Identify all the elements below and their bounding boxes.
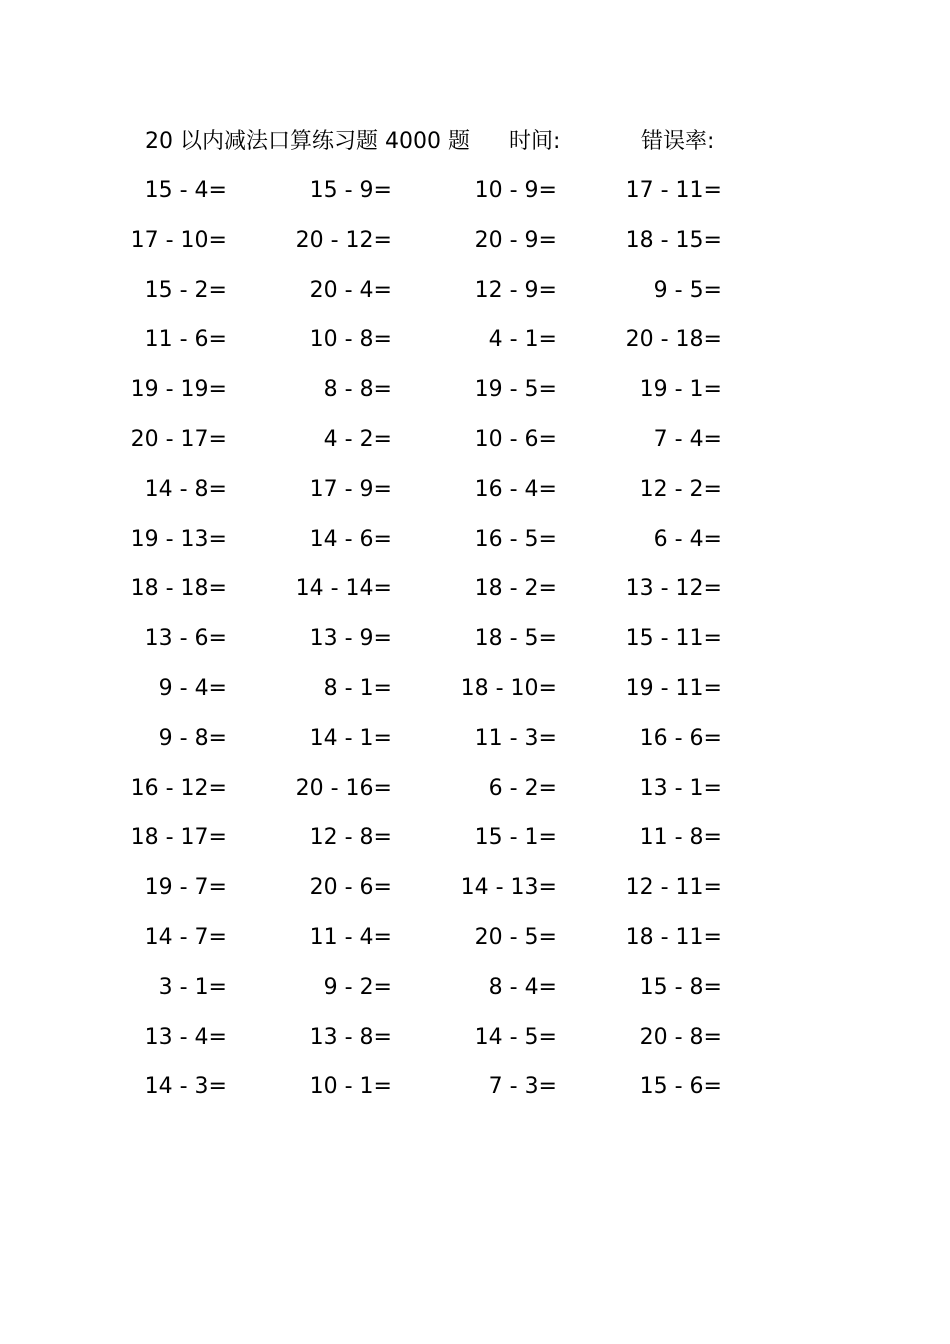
subtraction-problem: 17 - 11= [625,178,722,203]
problem-cell [305,465,470,515]
problem-cell [140,465,305,515]
subtraction-problem: 20 - 6= [309,875,392,901]
problem-cell [130,813,305,863]
problem-row [130,515,800,565]
problem-cell [470,913,635,963]
problem-cell [460,863,635,913]
subtraction-problem: 13 - 12= [625,576,722,602]
subtraction-problem: 7 - 3= [488,1074,557,1100]
problem-cell [140,664,305,714]
problem-cell [305,863,470,913]
problem-cell [140,1013,305,1063]
problem-cell [295,564,470,614]
subtraction-problem: 20 - 18= [625,327,722,353]
problem-cell [140,714,305,764]
subtraction-problem: 15 - 6= [639,1074,722,1100]
problem-cell [295,216,470,266]
problem-cell [140,266,305,316]
problem-cell [130,515,305,565]
subtraction-problem: 17 - 9= [309,476,392,502]
subtraction-problem: 9 - 5= [653,277,722,303]
problem-cell [635,515,800,565]
subtraction-problem: 20 - 9= [474,227,557,253]
subtraction-problem: 19 - 19= [130,377,227,403]
problem-cell [470,963,635,1013]
problem-cell [470,764,635,814]
problem-cell [305,1013,470,1063]
problem-cell [470,415,635,465]
problem-cell [625,166,800,216]
problem-cell [140,913,305,963]
problem-cell [625,913,800,963]
subtraction-problem: 18 - 11= [625,924,722,950]
problem-cell [625,863,800,913]
problem-cell [305,714,470,764]
problem-row [140,863,800,913]
subtraction-problem: 12 - 8= [309,825,392,851]
subtraction-problem: 18 - 15= [625,227,722,253]
subtraction-problem: 6 - 2= [488,775,557,801]
subtraction-problem: 14 - 8= [144,476,227,502]
problem-row [140,714,800,764]
subtraction-problem: 14 - 13= [460,875,557,901]
subtraction-problem: 4 - 2= [323,426,392,452]
error-rate-label: 错误率: [641,129,715,154]
problem-cell [470,1013,635,1063]
subtraction-problem: 20 - 16= [295,775,392,801]
subtraction-problem: 9 - 8= [158,725,227,751]
problem-cell [470,515,635,565]
subtraction-problem: 20 - 17= [130,426,227,452]
subtraction-problem: 3 - 1= [158,974,227,1000]
subtraction-problem: 12 - 9= [474,277,557,303]
subtraction-problem: 13 - 9= [309,626,392,652]
subtraction-problem: 12 - 11= [625,875,722,901]
problem-cell [140,166,305,216]
problem-cell [140,863,305,913]
problem-cell [130,415,305,465]
problem-row [140,664,800,714]
problem-cell [635,764,800,814]
problem-cell [305,813,470,863]
problem-cell [140,963,305,1013]
subtraction-problem: 14 - 6= [309,526,392,552]
subtraction-problem: 9 - 2= [323,974,392,1000]
subtraction-problem: 18 - 5= [474,626,557,652]
subtraction-problem: 16 - 12= [130,775,227,801]
problem-cell [635,465,800,515]
subtraction-problem: 15 - 4= [144,178,227,203]
subtraction-problem: 15 - 8= [639,974,722,1000]
problem-cell [635,365,800,415]
subtraction-problem: 19 - 13= [130,526,227,552]
subtraction-problem: 12 - 2= [639,476,722,502]
problem-cell [470,465,635,515]
subtraction-problem: 16 - 5= [474,526,557,552]
problem-cell [470,166,635,216]
subtraction-problem: 10 - 8= [309,327,392,353]
problem-cell [140,1062,305,1112]
subtraction-problem: 19 - 5= [474,377,557,403]
subtraction-problem: 11 - 8= [639,825,722,851]
problem-cell [295,764,470,814]
subtraction-problem: 10 - 9= [474,178,557,203]
problem-cell [305,415,470,465]
subtraction-problem: 8 - 4= [488,974,557,1000]
problem-cell [305,664,470,714]
subtraction-problem: 18 - 17= [130,825,227,851]
problem-row [140,614,800,664]
problem-row [130,415,800,465]
problem-cell [130,564,305,614]
problem-cell [635,266,800,316]
subtraction-problem: 20 - 5= [474,924,557,950]
subtraction-problem: 18 - 2= [474,576,557,602]
problem-cell [305,913,470,963]
subtraction-problem: 8 - 8= [323,377,392,403]
problem-cell [635,963,800,1013]
subtraction-problem: 14 - 1= [309,725,392,751]
problem-cell [470,1062,635,1112]
problem-cell [625,315,800,365]
problem-row [140,1062,800,1112]
problem-cell [130,216,305,266]
problem-row [140,166,800,216]
problem-cell [470,266,635,316]
problem-cell [470,564,635,614]
subtraction-problem: 20 - 12= [295,227,392,253]
problem-cell [460,664,635,714]
subtraction-problem: 19 - 7= [144,875,227,901]
subtraction-problem: 11 - 4= [309,924,392,950]
worksheet-header [145,124,805,160]
problem-cell [635,1013,800,1063]
subtraction-problem: 14 - 7= [144,924,227,950]
worksheet-title: 20 以内减法口算练习题 4000 题 [145,129,470,154]
subtraction-problem: 19 - 11= [625,675,722,701]
problem-cell [305,266,470,316]
subtraction-problem: 18 - 10= [460,675,557,701]
subtraction-problem: 16 - 6= [639,725,722,751]
problem-cell [470,714,635,764]
subtraction-problem: 10 - 1= [309,1074,392,1100]
problem-cell [470,614,635,664]
subtraction-problem: 11 - 3= [474,725,557,751]
subtraction-problem: 13 - 4= [144,1024,227,1050]
problem-cell [140,315,305,365]
subtraction-problem: 15 - 11= [625,626,722,652]
problem-cell [470,315,635,365]
subtraction-problem: 13 - 8= [309,1024,392,1050]
subtraction-problem: 20 - 4= [309,277,392,303]
problem-cell [140,614,305,664]
subtraction-problem: 13 - 1= [639,775,722,801]
subtraction-problem: 14 - 5= [474,1024,557,1050]
subtraction-problem: 6 - 4= [653,526,722,552]
problem-cell [635,813,800,863]
problem-row [140,913,800,963]
problem-cell [305,614,470,664]
subtraction-problem: 14 - 14= [295,576,392,602]
problem-row [140,315,800,365]
problem-cell [305,1062,470,1112]
problem-row [140,266,800,316]
time-label: 时间: [509,129,561,154]
problem-cell [305,963,470,1013]
problem-cell [305,166,470,216]
subtraction-problem: 10 - 6= [474,426,557,452]
problem-cell [470,365,635,415]
subtraction-problem: 11 - 6= [144,327,227,353]
problem-row [140,1013,800,1063]
problem-cell [470,216,635,266]
subtraction-problem: 13 - 6= [144,626,227,652]
problem-cell [305,365,470,415]
problem-row [130,365,800,415]
problem-cell [305,315,470,365]
subtraction-problem: 9 - 4= [158,675,227,701]
problem-row [130,564,800,614]
problem-grid [130,166,800,1112]
problem-cell [635,415,800,465]
subtraction-problem: 8 - 1= [323,675,392,701]
problem-cell [130,764,305,814]
problem-cell [305,515,470,565]
problem-cell [470,813,635,863]
subtraction-problem: 14 - 3= [144,1074,227,1100]
problem-row [140,465,800,515]
problem-cell [130,365,305,415]
problem-row [140,963,800,1013]
subtraction-problem: 15 - 9= [309,178,392,203]
subtraction-problem: 15 - 1= [474,825,557,851]
problem-cell [625,216,800,266]
subtraction-problem: 4 - 1= [488,327,557,353]
subtraction-problem: 7 - 4= [653,426,722,452]
problem-row [130,216,800,266]
subtraction-problem: 16 - 4= [474,476,557,502]
problem-cell [625,664,800,714]
problem-row [130,764,800,814]
subtraction-problem: 15 - 2= [144,277,227,303]
subtraction-problem: 20 - 8= [639,1024,722,1050]
subtraction-problem: 19 - 1= [639,377,722,403]
subtraction-problem: 17 - 10= [130,227,227,253]
problem-cell [635,1062,800,1112]
problem-cell [625,614,800,664]
problem-row [130,813,800,863]
subtraction-problem: 18 - 18= [130,576,227,602]
problem-cell [635,714,800,764]
problem-cell [625,564,800,614]
